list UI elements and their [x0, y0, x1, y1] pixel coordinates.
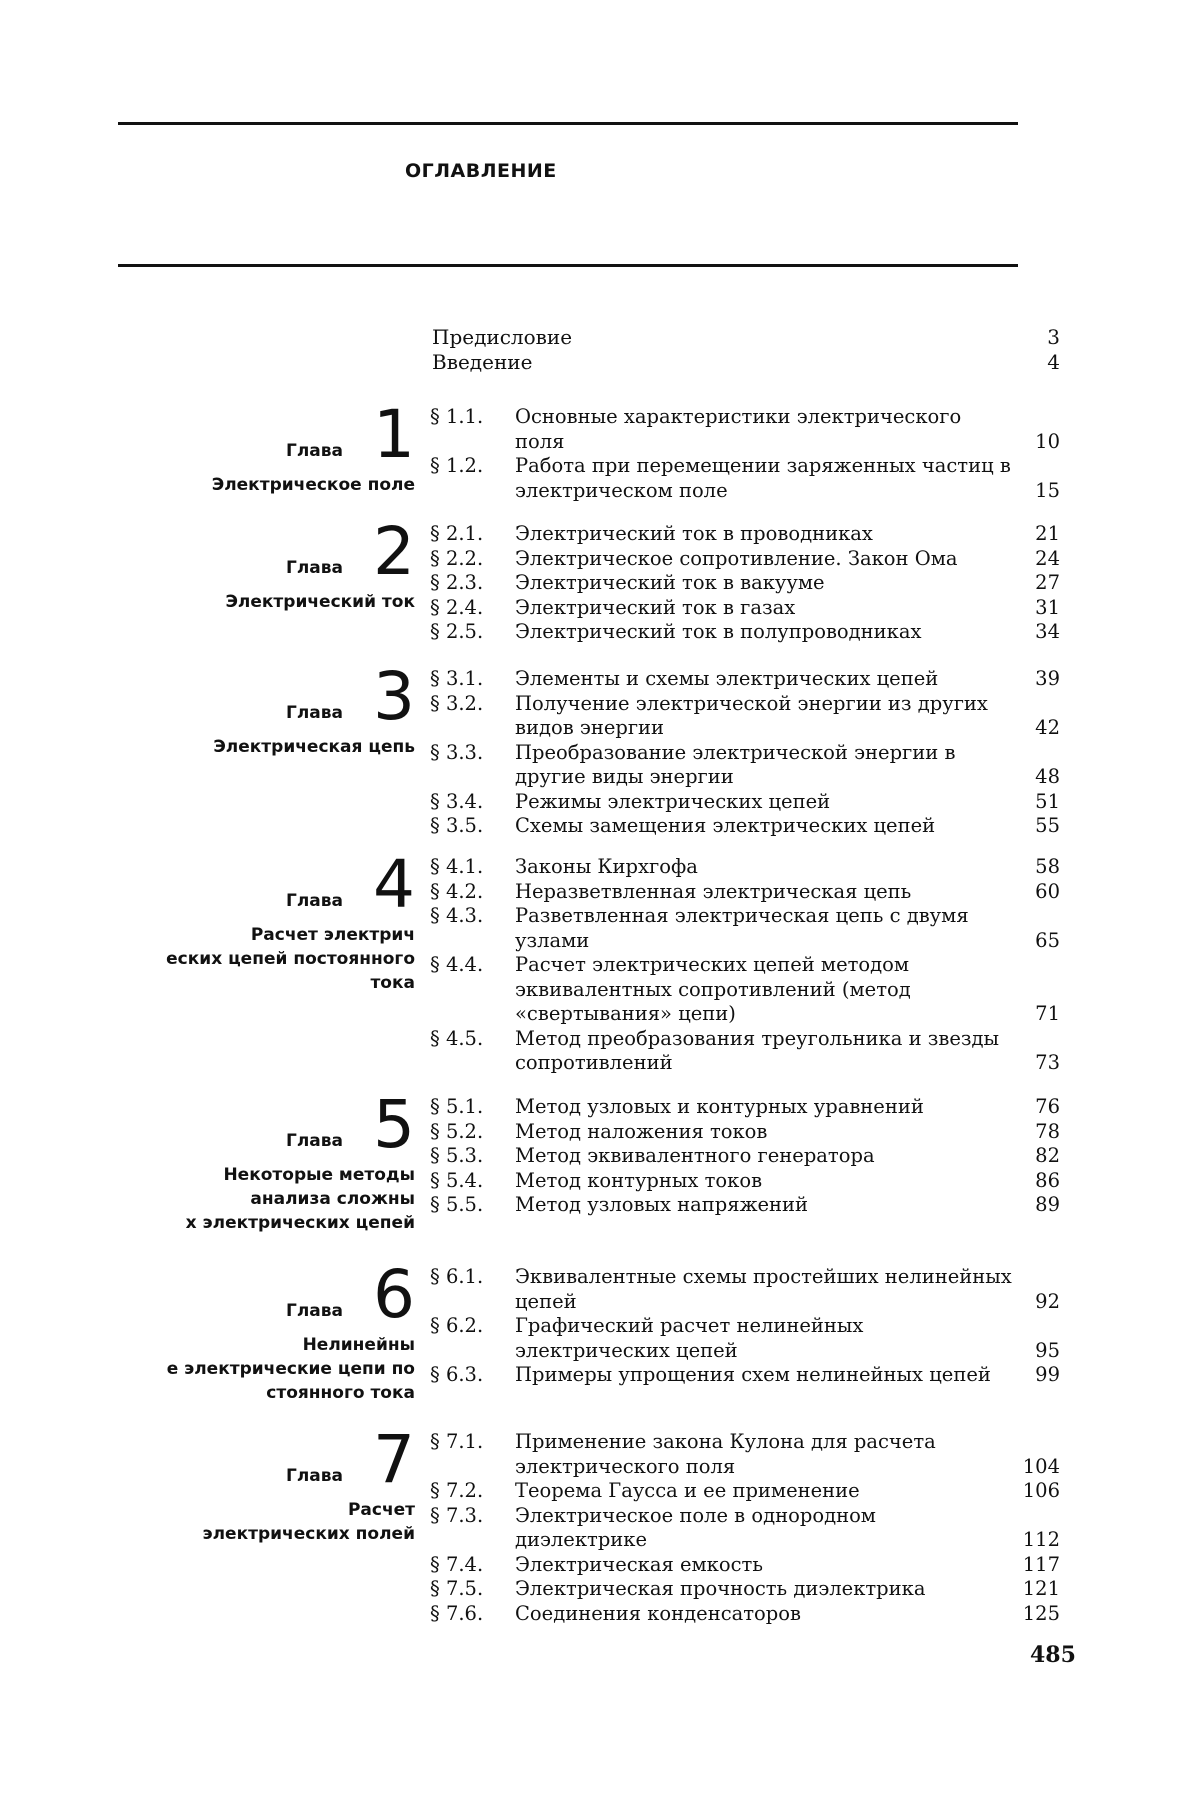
section-list — [430, 1265, 1060, 1388]
section-entry — [430, 1363, 1060, 1388]
section-page: 60 — [1035, 879, 1060, 903]
chapter-title: Электрическое поле — [211, 475, 415, 495]
chapter-heading — [140, 1256, 415, 1405]
section-number: § 7.5. — [430, 1577, 484, 1600]
section-entry — [430, 1193, 1060, 1218]
section-title: Электрический ток в газах — [515, 595, 796, 619]
section-number: § 3.2. — [430, 691, 484, 715]
section-entry — [430, 814, 1060, 839]
chapter-word: Глава — [286, 1131, 343, 1151]
section-title: Метод узловых напряжений — [515, 1193, 809, 1216]
section-entry — [430, 596, 1060, 621]
section-entry — [430, 1430, 1060, 1479]
section-page: 121 — [1022, 1577, 1060, 1600]
section-number: § 5.5. — [430, 1193, 484, 1216]
chapter-number: 4 — [373, 846, 415, 923]
chapter-number: 7 — [373, 1421, 415, 1498]
section-number: § 2.2. — [430, 546, 484, 570]
section-page: 15 — [1035, 478, 1060, 502]
front-matter-page: 4 — [1047, 349, 1060, 374]
section-title: Расчет электрических цепей методом эквивалентных сопротивлений (метод «свертывания» цепи) — [515, 953, 911, 1025]
section-page: 51 — [1035, 789, 1060, 813]
section-number: § 7.3. — [430, 1503, 484, 1527]
page-title: ОГЛАВЛЕНИЕ — [405, 160, 557, 182]
section-entry — [430, 547, 1060, 572]
section-number: § 5.4. — [430, 1168, 484, 1192]
chapter-word: Глава — [286, 1301, 343, 1321]
section-title: Метод узловых и контурных уравнений — [515, 1095, 924, 1118]
section-number: § 2.4. — [430, 595, 484, 619]
section-page: 82 — [1035, 1144, 1060, 1167]
section-number: § 3.5. — [430, 814, 484, 837]
section-title: Схемы замещения электрических цепей — [515, 814, 936, 837]
section-number: § 4.1. — [430, 855, 484, 878]
section-entry — [430, 904, 1060, 953]
section-title: Эквивалентные схемы простейших нелинейных цепей — [515, 1265, 1012, 1313]
section-title: Электрический ток в проводниках — [515, 522, 873, 545]
section-page: 31 — [1035, 595, 1060, 619]
section-entry — [430, 1314, 1060, 1363]
section-page: 48 — [1035, 765, 1060, 788]
section-title: Применение закона Кулона для расчета электрического поля — [515, 1430, 936, 1478]
section-title: Метод эквивалентного генератора — [515, 1144, 875, 1167]
section-number: § 6.3. — [430, 1363, 484, 1386]
section-entry — [430, 667, 1060, 692]
top-rule — [118, 122, 1018, 125]
section-page: 24 — [1035, 546, 1060, 570]
section-page: 99 — [1035, 1363, 1060, 1386]
section-list — [430, 855, 1060, 1076]
section-entry — [430, 741, 1060, 790]
section-entry — [430, 1479, 1060, 1504]
section-entry — [430, 1504, 1060, 1553]
chapter-word: Глава — [286, 441, 343, 461]
section-page: 106 — [1022, 1479, 1060, 1502]
section-page: 39 — [1035, 667, 1060, 690]
section-list — [430, 1095, 1060, 1218]
front-matter-page: 3 — [1047, 325, 1060, 349]
section-page: 76 — [1035, 1095, 1060, 1118]
section-title: Электрическая емкость — [515, 1552, 763, 1576]
section-title: Законы Кирхгофа — [515, 855, 698, 878]
section-page: 104 — [1022, 1454, 1060, 1478]
section-page: 65 — [1035, 928, 1060, 952]
section-number: § 7.2. — [430, 1479, 484, 1502]
chapter-title: Расчет электрич еских цепей постоянного тока — [166, 925, 415, 993]
section-page: 78 — [1035, 1119, 1060, 1143]
section-number: § 2.5. — [430, 620, 484, 643]
section-page: 92 — [1035, 1289, 1060, 1313]
chapter-number: 6 — [373, 1256, 415, 1333]
section-title: Электрический ток в полупроводниках — [515, 620, 922, 643]
chapter-heading — [140, 513, 415, 614]
section-number: § 7.6. — [430, 1601, 484, 1625]
section-title: Теорема Гаусса и ее применение — [515, 1479, 860, 1502]
section-entry — [430, 1095, 1060, 1120]
section-number: § 2.1. — [430, 522, 484, 545]
section-title: Соединения конденсаторов — [515, 1601, 801, 1625]
section-page: 34 — [1035, 620, 1060, 643]
front-matter — [432, 325, 1060, 374]
chapter-number: 1 — [373, 396, 415, 473]
section-entry — [430, 790, 1060, 815]
section-title: Электрический ток в вакууме — [515, 571, 825, 594]
section-title: Метод контурных токов — [515, 1168, 763, 1192]
section-entry — [430, 405, 1060, 454]
chapter-heading — [140, 396, 415, 497]
section-page: 55 — [1035, 814, 1060, 837]
chapter-title: Расчет электрических полей — [202, 1500, 415, 1544]
chapter-title: Электрическая цепь — [213, 737, 415, 757]
section-title: Метод преобразования треугольника и звезды сопротивлений — [515, 1026, 1000, 1074]
section-number: § 3.4. — [430, 789, 484, 813]
chapter-word: Глава — [286, 703, 343, 723]
section-entry — [430, 454, 1060, 503]
section-entry — [430, 571, 1060, 596]
section-number: § 3.1. — [430, 667, 484, 690]
section-page: 125 — [1022, 1601, 1060, 1625]
chapter-number: 5 — [373, 1086, 415, 1163]
chapter-word: Глава — [286, 1466, 343, 1486]
section-page: 27 — [1035, 571, 1060, 594]
section-page: 117 — [1022, 1552, 1060, 1576]
chapter-heading — [140, 846, 415, 995]
section-title: Получение электрической энергии из других видов энергии — [515, 691, 988, 739]
section-entry — [430, 692, 1060, 741]
front-matter-label: Введение — [432, 349, 533, 374]
section-page: 10 — [1035, 429, 1060, 453]
chapter-title: Нелинейны е электрические цепи по стоянного тока — [166, 1335, 415, 1403]
section-entry — [430, 1602, 1060, 1627]
bottom-rule — [118, 264, 1018, 267]
section-entry — [430, 1577, 1060, 1602]
section-title: Электрическое сопротивление. Закон Ома — [515, 546, 958, 570]
section-title: Преобразование электрической энергии в другие виды энергии — [515, 740, 956, 788]
section-title: Режимы электрических цепей — [515, 789, 831, 813]
section-page: 86 — [1035, 1168, 1060, 1192]
section-number: § 5.1. — [430, 1095, 484, 1118]
section-entry — [430, 880, 1060, 905]
section-title: Примеры упрощения схем нелинейных цепей — [515, 1363, 991, 1386]
section-page: 95 — [1035, 1338, 1060, 1362]
section-number: § 5.2. — [430, 1119, 484, 1143]
section-entry — [430, 620, 1060, 645]
section-title: Элементы и схемы электрических цепей — [515, 667, 939, 690]
front-matter-entry — [432, 350, 1060, 375]
front-matter-entry — [432, 325, 1060, 350]
section-number: § 3.3. — [430, 740, 484, 764]
section-entry — [430, 1265, 1060, 1314]
chapter-number: 3 — [373, 658, 415, 735]
section-title: Основные характеристики электрического поля — [515, 405, 962, 453]
page-number: 485 — [1030, 1642, 1076, 1668]
section-entry — [430, 1169, 1060, 1194]
chapter-heading — [140, 1421, 415, 1546]
section-title: Разветвленная электрическая цепь с двумя узлами — [515, 904, 969, 952]
section-number: § 4.2. — [430, 879, 484, 903]
section-page: 42 — [1035, 716, 1060, 739]
chapter-number: 2 — [373, 513, 415, 590]
section-entry — [430, 953, 1060, 1027]
section-number: § 7.1. — [430, 1430, 484, 1453]
section-list — [430, 405, 1060, 503]
section-page: 112 — [1022, 1528, 1060, 1551]
section-number: § 4.4. — [430, 953, 484, 976]
section-number: § 2.3. — [430, 571, 484, 594]
section-number: § 1.1. — [430, 405, 484, 428]
section-number: § 5.3. — [430, 1144, 484, 1167]
section-number: § 1.2. — [430, 454, 484, 477]
section-title: Графический расчет нелинейных электрических цепей — [515, 1314, 864, 1362]
chapter-heading — [140, 1086, 415, 1235]
section-page: 73 — [1035, 1051, 1060, 1074]
section-list — [430, 667, 1060, 839]
section-entry — [430, 1120, 1060, 1145]
section-entry — [430, 522, 1060, 547]
section-number: § 7.4. — [430, 1552, 484, 1576]
section-entry — [430, 1144, 1060, 1169]
section-entry — [430, 1027, 1060, 1076]
section-title: Электрическая прочность диэлектрика — [515, 1577, 926, 1600]
section-number: § 4.5. — [430, 1026, 484, 1050]
section-title: Неразветвленная электрическая цепь — [515, 879, 912, 903]
section-title: Метод наложения токов — [515, 1119, 768, 1143]
section-number: § 6.2. — [430, 1314, 484, 1337]
section-page: 58 — [1035, 855, 1060, 878]
section-entry — [430, 1553, 1060, 1578]
chapter-heading — [140, 658, 415, 759]
section-title: Работа при перемещении заряженных частиц в электрическом поле — [515, 454, 1011, 502]
section-number: § 4.3. — [430, 904, 484, 927]
section-page: 21 — [1035, 522, 1060, 545]
section-page: 89 — [1035, 1193, 1060, 1216]
section-title: Электрическое поле в однородном диэлектрике — [515, 1503, 876, 1551]
section-list — [430, 522, 1060, 645]
section-entry — [430, 855, 1060, 880]
section-page: 71 — [1035, 1002, 1060, 1025]
section-number: § 6.1. — [430, 1265, 484, 1288]
section-list — [430, 1430, 1060, 1626]
front-matter-label: Предисловие — [432, 325, 573, 349]
chapter-title: Электрический ток — [225, 592, 415, 612]
chapter-word: Глава — [286, 558, 343, 578]
chapter-word: Глава — [286, 891, 343, 911]
chapter-title: Некоторые методы анализа сложны х электрических цепей — [185, 1165, 415, 1233]
